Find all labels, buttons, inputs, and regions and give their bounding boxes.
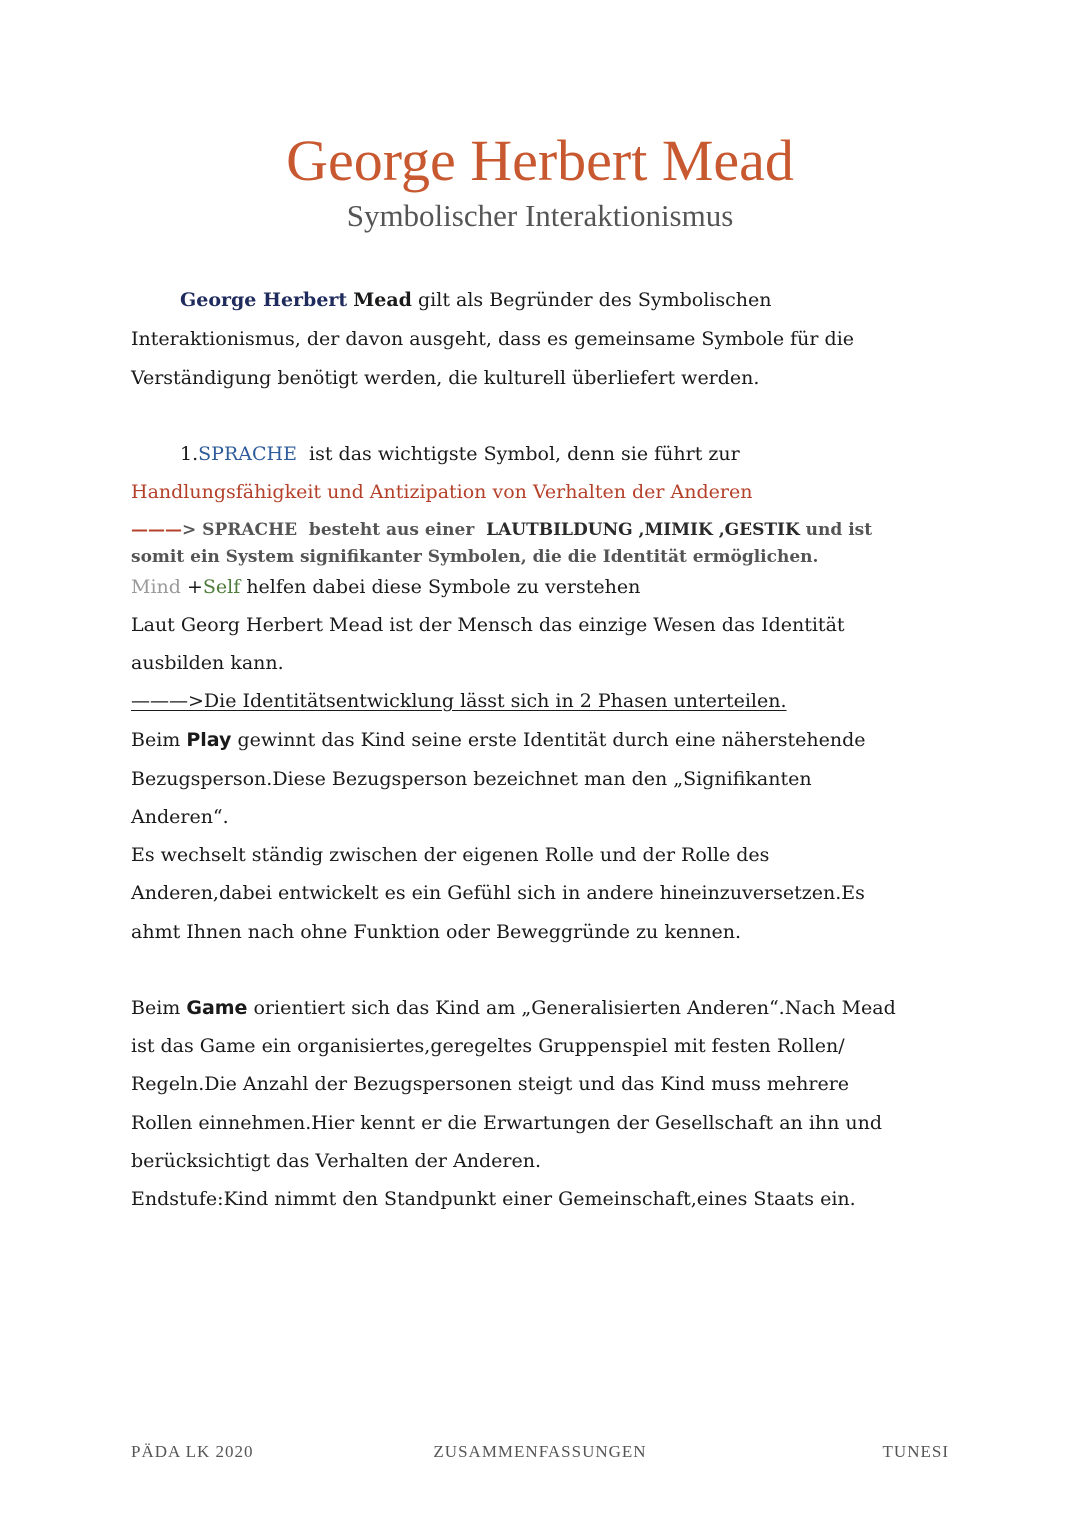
game-line-2: ist das Game ein organisiertes,geregeltes Gruppenspiel mit festen Rollen/	[131, 1035, 845, 1057]
play-line-1	[131, 728, 866, 752]
phases-line	[131, 689, 787, 713]
intro-line-3: Verständigung benötigt werden, die kulturell überliefert werden.	[131, 367, 760, 389]
play-line-4: Es wechselt ständig zwischen der eigenen Rolle und der Rolle des	[131, 844, 770, 866]
sprache-number: 1.	[180, 443, 199, 465]
play-line-1-rest: gewinnt das Kind seine erste Identität durch eine näherstehende	[231, 729, 866, 751]
sprache-keyword: SPRACHE	[198, 443, 297, 465]
sprache-arrow-text-1: > SPRACHE besteht aus einer	[182, 520, 487, 540]
footer-center: ZUSAMMENFASSUNGEN	[433, 1442, 647, 1461]
play-keyword: Play	[186, 729, 232, 751]
mind-self-rest: helfen dabei diese Symbole zu verstehen	[240, 576, 641, 598]
sprache-line-2: Handlungsfähigkeit und Antizipation von Verhalten der Anderen	[131, 481, 753, 503]
identity-line-1: Laut Georg Herbert Mead ist der Mensch das einzige Wesen das Identität	[131, 614, 845, 636]
footer-right: TUNESI	[882, 1442, 949, 1461]
sprache-arrow-keywords: LAUTBILDUNG ,MIMIK ,GESTIK	[486, 520, 800, 540]
game-line-1	[131, 996, 896, 1020]
page-subtitle: Symbolischer Interaktionismus	[346, 198, 734, 233]
intro-line-1-rest: gilt als Begründer des Symbolischen	[411, 289, 772, 311]
sprache-line-4: somit ein System signifikanter Symbolen, die die Identität ermöglichen.	[131, 547, 819, 567]
sprache-arrow-line	[131, 518, 872, 542]
mind-word: Mind	[131, 576, 181, 598]
arrow-dash: ———	[131, 520, 182, 540]
game-line-6: Endstufe:Kind nimmt den Standpunkt einer Gemeinschaft,eines Staats ein.	[131, 1188, 856, 1210]
phases-text: ———>Die Identitätsentwicklung lässt sich in 2 Phasen unterteilen.	[131, 690, 787, 712]
intro-line-2: Interaktionismus, der davon ausgeht, dass es gemeinsame Symbole für die	[131, 328, 855, 350]
identity-line-2: ausbilden kann.	[131, 652, 284, 674]
game-line-1-rest: orientiert sich das Kind am „Generalisierten Anderen“.Nach Mead	[247, 997, 896, 1019]
intro-name: George Herbert	[180, 289, 348, 311]
play-line-3: Anderen“.	[131, 806, 229, 828]
play-pre: Beim	[131, 729, 187, 751]
self-word: Self	[202, 576, 241, 598]
game-keyword: Game	[186, 997, 248, 1019]
sprache-line-1	[180, 442, 740, 466]
intro-name-mead: Mead	[353, 289, 412, 311]
game-pre: Beim	[131, 997, 187, 1019]
sprache-line-1-rest: ist das wichtigste Symbol, denn sie führt zur	[296, 443, 740, 465]
plus-sign: +	[180, 576, 203, 598]
page-title: George Herbert Mead	[286, 128, 794, 193]
game-line-3: Regeln.Die Anzahl der Bezugspersonen steigt und das Kind muss mehrere	[131, 1073, 850, 1095]
sprache-arrow-text-3: und ist	[799, 520, 873, 540]
play-line-5: Anderen,dabei entwickelt es ein Gefühl sich in andere hineinzuversetzen.Es	[131, 882, 865, 904]
intro-line-1	[180, 288, 771, 312]
play-line-6: ahmt Ihnen nach ohne Funktion oder Beweggründe zu kennen.	[131, 921, 742, 943]
play-line-2: Bezugsperson.Diese Bezugsperson bezeichnet man den „Signifikanten	[131, 768, 812, 790]
game-line-5: berücksichtigt das Verhalten der Anderen.	[131, 1150, 542, 1172]
footer-left: PÄDA LK 2020	[131, 1442, 254, 1461]
game-line-4: Rollen einnehmen.Hier kennt er die Erwartungen der Gesellschaft an ihn und	[131, 1112, 883, 1134]
mind-self-line	[131, 575, 640, 599]
